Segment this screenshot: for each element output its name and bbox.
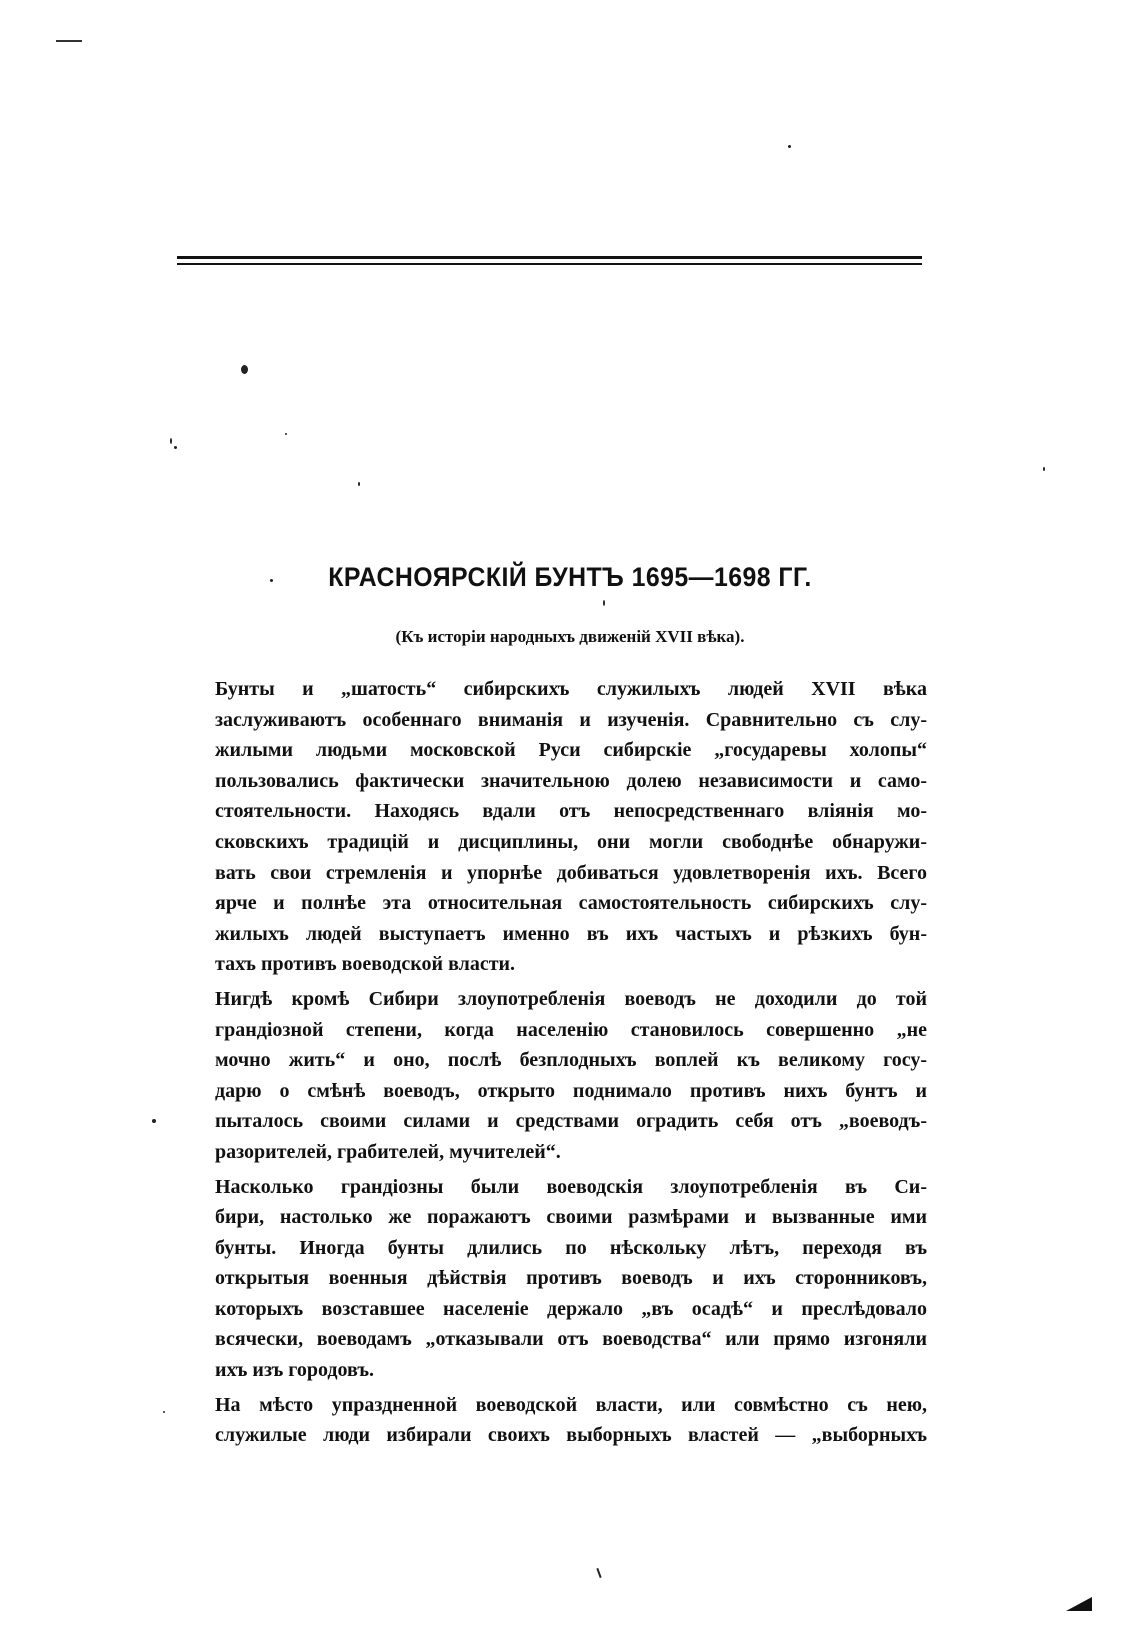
- text-line: бунты. Иногда бунты длились по нѣскольку лѣтъ, переходя въ: [215, 1236, 927, 1259]
- scan-speck: [1043, 467, 1045, 471]
- text-line: ихъ изъ городовъ.: [215, 1359, 375, 1382]
- scan-speck: [788, 145, 791, 148]
- text-line: мочно жить“ и оно, послѣ безплодныхъ воплей къ великому госу-: [215, 1049, 927, 1072]
- text-line: жилыхъ людей выступаетъ именно въ ихъ частыхъ и рѣзкихъ бун-: [215, 922, 927, 945]
- text-line: На мѣсто упраздненной воеводской власти, или совмѣстно съ нею,: [215, 1393, 927, 1416]
- paragraph: [215, 1172, 927, 1386]
- scan-corner-mark: [56, 40, 82, 42]
- text-line: пыталось своими силами и средствами оградить себя отъ „воеводъ-: [215, 1110, 927, 1133]
- text-line: бири, настолько же поражаютъ своими размѣрами и вызванные ими: [215, 1206, 927, 1229]
- text-line: грандіозной степени, когда населенію становилось совершенно „не: [215, 1018, 927, 1041]
- article-body: [215, 674, 927, 1455]
- text-line: Бунты и „шатость“ сибирскихъ служилыхъ людей XVII вѣка: [215, 678, 927, 700]
- text-line: ярче и полнѣе эта относительная самостоятельность сибирскихъ слу-: [215, 892, 927, 915]
- scan-speck: [241, 365, 248, 374]
- text-line: служилые люди избирали своихъ выборныхъ властей — „выборныхъ: [215, 1424, 927, 1447]
- header-rule-thick: [177, 256, 922, 259]
- scan-speck: [152, 1119, 156, 1123]
- text-line: Насколько грандіозны были воеводскія злоупотребленія въ Си-: [215, 1175, 927, 1198]
- text-line: вать свои стремленія и упорнѣе добиваться удовлетворенія ихъ. Всего: [215, 861, 927, 884]
- scan-speck: [596, 1568, 601, 1578]
- scan-speck: [285, 433, 287, 435]
- text-line: открытыя военныя дѣйствія противъ воеводъ и ихъ сторонниковъ,: [215, 1267, 927, 1290]
- scan-corner-blob: [1066, 1597, 1092, 1611]
- text-line: стоятельности. Находясь вдали отъ непосредственнаго вліянія мо-: [215, 800, 927, 823]
- paragraph: [215, 984, 927, 1168]
- scan-speck: [174, 446, 177, 449]
- text-line: дарю о смѣнѣ воеводъ, открыто поднимало противъ нихъ бунтъ и: [215, 1079, 927, 1102]
- text-line: разорителей, грабителей, мучителей“.: [215, 1140, 561, 1163]
- text-line: сковскихъ традицій и дисциплины, они могли свободнѣе обнаружи-: [215, 830, 927, 853]
- text-line: которыхъ возставшее населеніе держало „въ осадѣ“ и преслѣдовало: [215, 1297, 927, 1320]
- scan-speck: [270, 579, 273, 582]
- article-subtitle: (Къ исторіи народныхъ движеній XVII вѣка).: [395, 627, 745, 646]
- scan-speck: [163, 1411, 165, 1413]
- article-title: КРАСНОЯРСКІЙ БУНТЪ 1695—1698 ГГ.: [328, 562, 812, 592]
- scan-speck: [603, 600, 605, 606]
- text-line: всячески, воеводамъ „отказывали отъ воеводства“ или прямо изгоняли: [215, 1328, 927, 1351]
- paragraph: [215, 1390, 927, 1451]
- paragraph: [215, 674, 927, 980]
- text-line: пользовались фактически значительною долею независимости и само-: [215, 769, 927, 792]
- header-rule-thin: [177, 263, 922, 265]
- scan-speck: [358, 482, 360, 486]
- text-line: жилыми людьми московской Руси сибирскіе „государевы холопы“: [215, 739, 927, 762]
- text-line: заслуживаютъ особеннаго вниманія и изученія. Сравнительно съ слу-: [215, 708, 927, 731]
- scan-speck: [170, 438, 172, 444]
- text-line: Нигдѣ кромѣ Сибири злоупотребленія воеводъ не доходили до той: [215, 987, 927, 1010]
- text-line: тахъ противъ воеводской власти.: [215, 953, 516, 976]
